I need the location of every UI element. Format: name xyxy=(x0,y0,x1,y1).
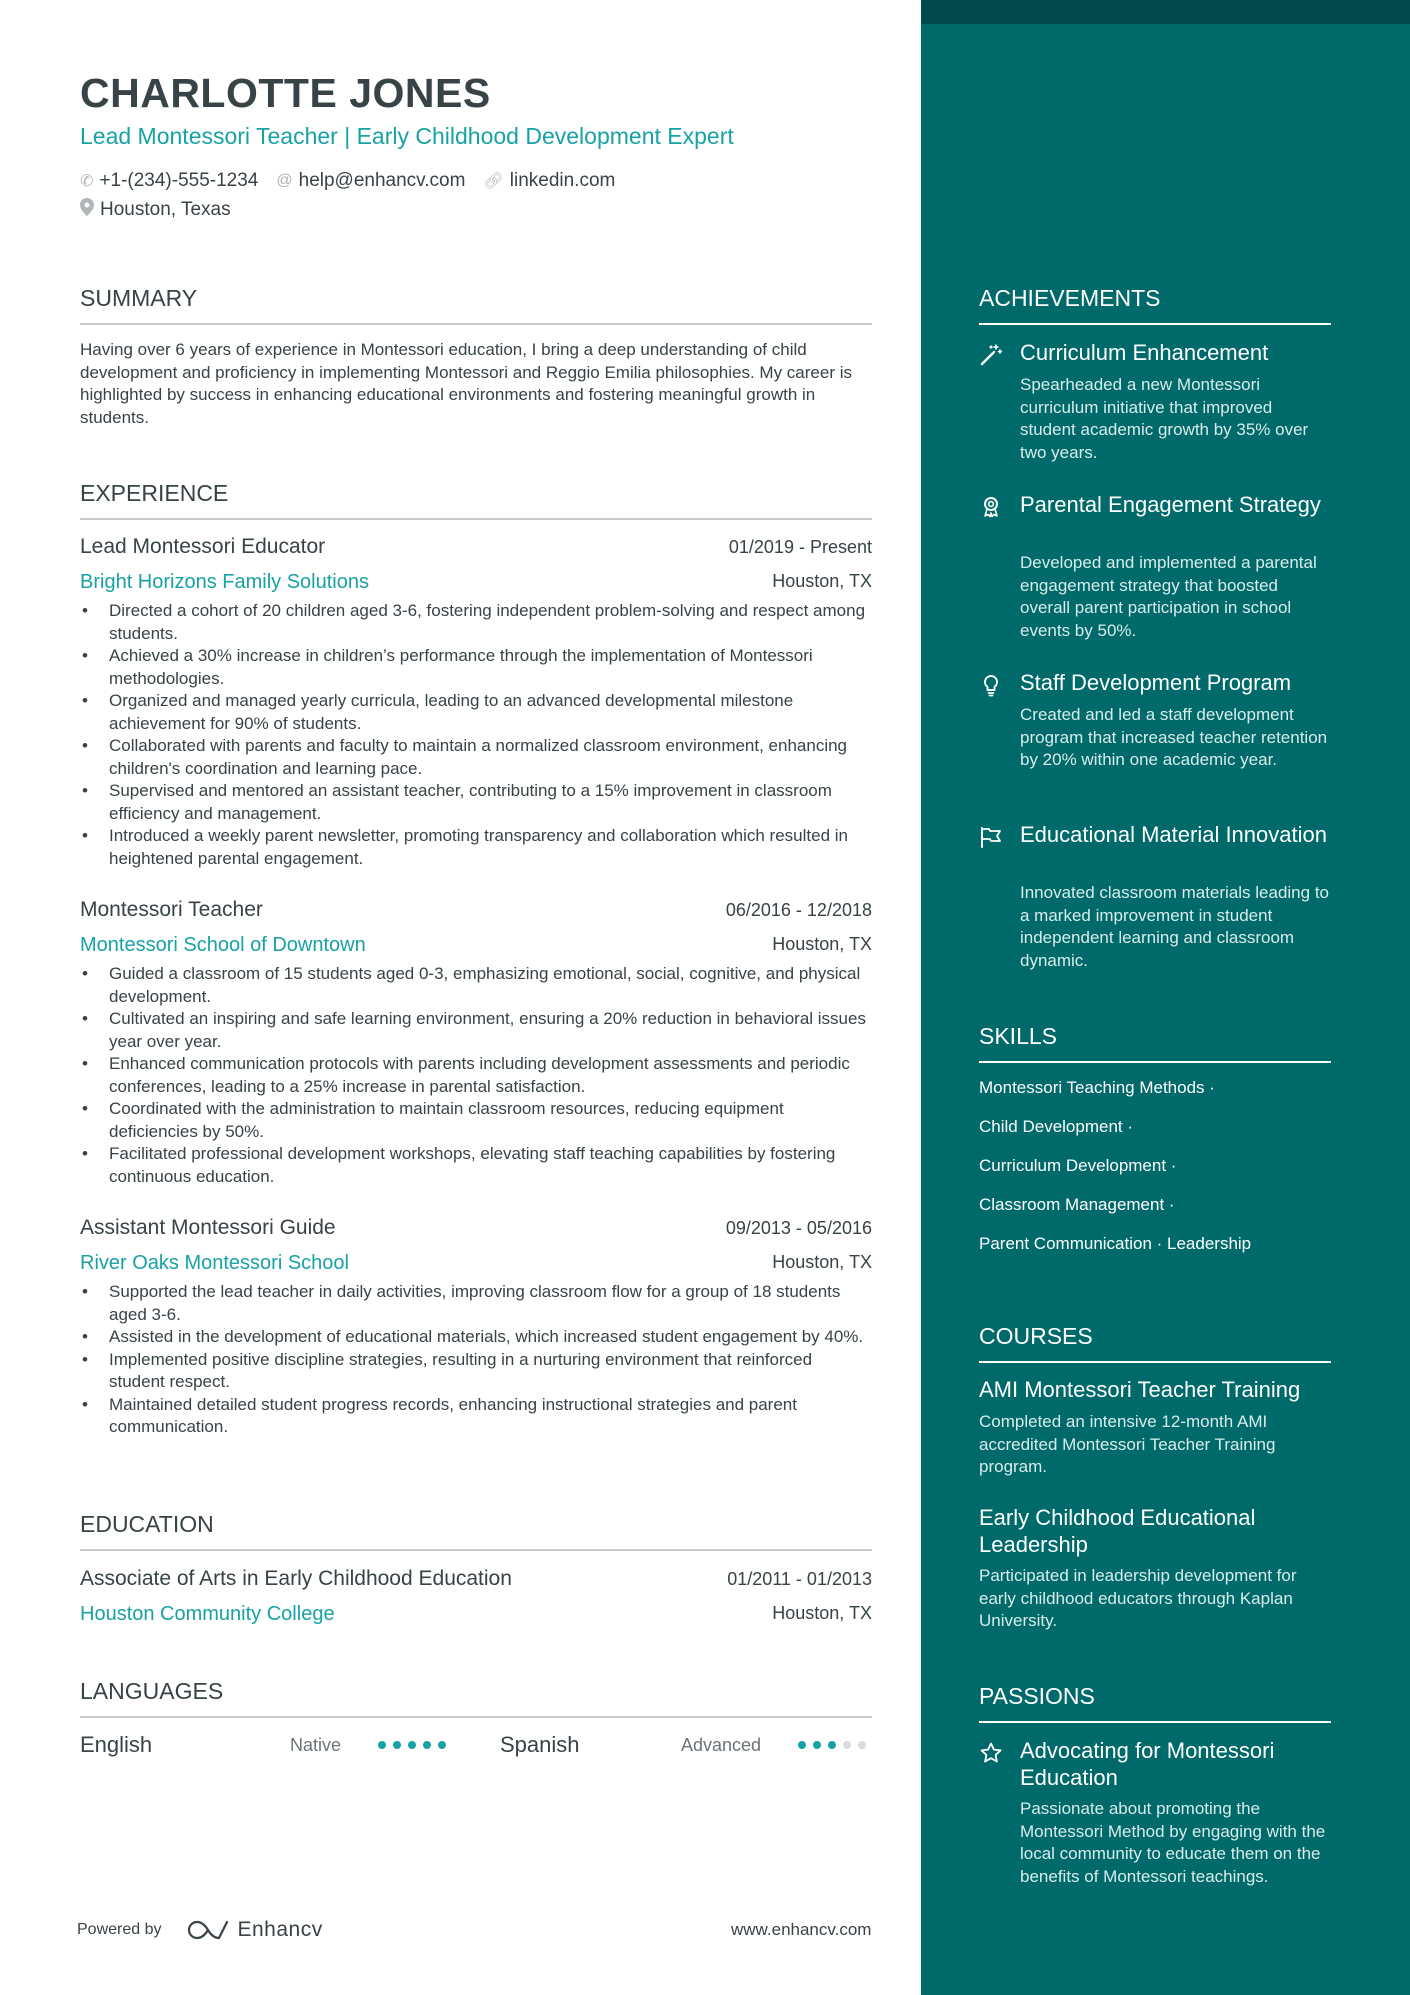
list-item: • Organized and managed yearly curricula, leading to an advanced developmental milestone achievement for 90% of students. xyxy=(80,690,872,735)
language-proficiency-dots xyxy=(798,1741,873,1749)
link-icon: 🔗︎ xyxy=(483,173,504,190)
list-item: • Introduced a weekly parent newsletter, promoting transparency and collaboration which resulted in heightened parental engagement. xyxy=(80,825,872,870)
courses-heading: COURSES xyxy=(979,1323,1331,1363)
achievement-description: Innovated classroom materials leading to a marked improvement in student independent learning and classroom dynamic. xyxy=(1020,883,1329,970)
skill-line: Curriculum Development · xyxy=(979,1156,1177,1175)
skill-line: Parent Communication · Leadership xyxy=(979,1234,1252,1253)
education-heading: EDUCATION xyxy=(80,1511,872,1551)
list-item: • Maintained detailed student progress records, enhancing instructional strategies and parent communication. xyxy=(80,1394,872,1439)
skill-line: Child Development · xyxy=(979,1117,1134,1136)
job-company[interactable]: Bright Horizons Family Solutions xyxy=(80,571,369,593)
phone-icon: ✆ xyxy=(80,173,94,190)
proficiency-dot-empty xyxy=(858,1741,866,1749)
achievement-title: Educational Material Innovation xyxy=(1020,822,1327,847)
job-dates: 06/2016 - 12/2018 xyxy=(725,900,872,920)
achievement-title: Parental Engagement Strategy xyxy=(1020,492,1321,517)
proficiency-dot-filled xyxy=(393,1741,401,1749)
contact-row xyxy=(80,170,633,192)
job-title: Montessori Teacher xyxy=(80,898,263,921)
job-dates: 09/2013 - 05/2016 xyxy=(725,1218,872,1238)
skill-line: Montessori Teaching Methods · xyxy=(979,1078,1215,1097)
list-item: • Achieved a 30% increase in children’s performance through the implementation of Montessori methodologies. xyxy=(80,645,872,690)
sidebar-top-band xyxy=(921,0,1410,24)
passions-heading: PASSIONS xyxy=(979,1683,1331,1723)
proficiency-dot-filled xyxy=(408,1741,416,1749)
achievement-description: Created and led a staff development program that increased teacher retention by 20% within one academic year. xyxy=(1020,705,1328,769)
proficiency-dot-filled xyxy=(378,1741,386,1749)
degree-title: Associate of Arts in Early Childhood Education xyxy=(80,1567,512,1590)
magic-wand-icon xyxy=(979,343,1003,367)
list-item: • Collaborated with parents and faculty to maintain a normalized classroom environment, enhancing children's coordination and learning pace. xyxy=(80,735,872,780)
proficiency-dot-empty xyxy=(843,1741,851,1749)
star-icon xyxy=(979,1741,1003,1765)
list-item: • Directed a cohort of 20 children aged 3-6, fostering independent problem-solving and respect among students. xyxy=(80,600,872,645)
contact-linkedin[interactable]: 🔗︎ linkedin.com xyxy=(483,170,616,191)
passion-title: Advocating for Montessori Education xyxy=(1020,1738,1275,1790)
list-item: • Guided a classroom of 15 students aged 0-3, emphasizing emotional, social, cognitive, and physical development. xyxy=(80,963,872,1008)
flag-icon xyxy=(979,825,1003,849)
award-ribbon-icon xyxy=(979,495,1003,519)
achievement-title: Curriculum Enhancement xyxy=(1020,340,1269,365)
contact-email[interactable]: @ help@enhancv.com xyxy=(276,170,466,191)
lightbulb-icon xyxy=(979,673,1003,697)
list-item: • Supported the lead teacher in daily activities, improving classroom flow for a group of 18 students aged 3-6. xyxy=(80,1281,872,1326)
location-pin-icon xyxy=(80,198,94,221)
footer-website[interactable]: www.enhancv.com xyxy=(731,1920,872,1939)
contact-phone[interactable]: ✆ +1-(234)-555-1234 xyxy=(80,170,259,191)
resume-headline: Lead Montessori Teacher | Early Childhood Development Expert xyxy=(80,123,734,149)
languages-heading: LANGUAGES xyxy=(80,1678,872,1718)
list-item: • Enhanced communication protocols with parents including development assessments and periodic conferences, leading to a 25% increase in parental satisfaction. xyxy=(80,1053,872,1098)
job-bullets xyxy=(80,963,872,1188)
language-level: Advanced xyxy=(681,1735,762,1755)
powered-by-label: Powered by xyxy=(77,1921,162,1938)
proficiency-dot-filled xyxy=(813,1741,821,1749)
education-dates: 01/2011 - 01/2013 xyxy=(727,1569,872,1589)
proficiency-dot-filled xyxy=(798,1741,806,1749)
school-name[interactable]: Houston Community College xyxy=(80,1603,335,1625)
job-location: Houston, TX xyxy=(772,934,872,954)
list-item: • Coordinated with the administration to maintain classroom resources, reducing equipment deficiencies by 50%. xyxy=(80,1098,872,1143)
summary-heading: SUMMARY xyxy=(80,285,872,325)
languages-row xyxy=(80,1732,872,1762)
list-item: • Cultivated an inspiring and safe learning environment, ensuring a 20% reduction in behavioral issues year over year. xyxy=(80,1008,872,1053)
job-company[interactable]: Montessori School of Downtown xyxy=(80,934,366,956)
job-company[interactable]: River Oaks Montessori School xyxy=(80,1252,349,1274)
job-location: Houston, TX xyxy=(772,571,872,591)
language-name: Spanish xyxy=(500,1732,580,1757)
list-item: • Implemented positive discipline strategies, resulting in a nurturing environment that reinforced student respect. xyxy=(80,1349,872,1394)
brand-name: Enhancv xyxy=(237,1918,323,1941)
course-title: AMI Montessori Teacher Training xyxy=(979,1377,1301,1402)
at-icon: @ xyxy=(276,172,293,189)
proficiency-dot-filled xyxy=(828,1741,836,1749)
passion-description: Passionate about promoting the Montessori Method by engaging with the local community to educate them on the benefits of Montessori teachings. xyxy=(1020,1799,1326,1886)
list-item: • Supervised and mentored an assistant teacher, contributing to a 15% improvement in classroom efficiency and management. xyxy=(80,780,872,825)
enhancv-logo-icon xyxy=(188,1918,323,1942)
job-bullets xyxy=(80,600,872,870)
list-item: • Assisted in the development of educational materials, which increased student engagement by 40%. xyxy=(80,1326,872,1349)
job-location: Houston, TX xyxy=(772,1252,872,1272)
resume-name: CHARLOTTE JONES xyxy=(80,70,491,116)
summary-text: Having over 6 years of experience in Montessori education, I bring a deep understanding of child development and proficiency in implementing Montessori and Reggio Emilia philosophies. My career is highlighted by success in enhancing educational environments and fostering meaningful growth in students. xyxy=(80,340,852,427)
job-title: Assistant Montessori Guide xyxy=(80,1216,336,1239)
proficiency-dot-filled xyxy=(423,1741,431,1749)
course-title: Early Childhood Educational Leadership xyxy=(979,1505,1256,1557)
proficiency-dot-filled xyxy=(438,1741,446,1749)
experience-heading: EXPERIENCE xyxy=(80,480,872,520)
job-title: Lead Montessori Educator xyxy=(80,535,326,558)
language-name: English xyxy=(80,1732,153,1757)
language-proficiency-dots xyxy=(378,1741,453,1749)
footer-powered-by xyxy=(77,1918,323,1942)
skill-line: Classroom Management · xyxy=(979,1195,1175,1214)
achievement-title: Staff Development Program xyxy=(1020,670,1292,695)
job-bullets xyxy=(80,1281,872,1439)
achievement-description: Developed and implemented a parental engagement strategy that boosted overall parent participation in school events by 50%. xyxy=(1020,553,1317,640)
education-location: Houston, TX xyxy=(772,1603,872,1623)
list-item: • Facilitated professional development workshops, elevating staff teaching capabilities by fostering continuous education. xyxy=(80,1143,872,1188)
skills-heading: SKILLS xyxy=(979,1023,1331,1063)
achievement-description: Spearheaded a new Montessori curriculum initiative that improved student academic growth by 35% over two years. xyxy=(1020,375,1309,462)
course-description: Participated in leadership development for early childhood educators through Kaplan University. xyxy=(979,1566,1297,1630)
contact-location: Houston, Texas xyxy=(80,198,231,221)
course-description: Completed an intensive 12-month AMI accredited Montessori Teacher Training program. xyxy=(979,1412,1276,1476)
job-dates: 01/2019 - Present xyxy=(728,537,872,557)
language-level: Native xyxy=(290,1735,342,1755)
achievements-heading: ACHIEVEMENTS xyxy=(979,285,1331,325)
